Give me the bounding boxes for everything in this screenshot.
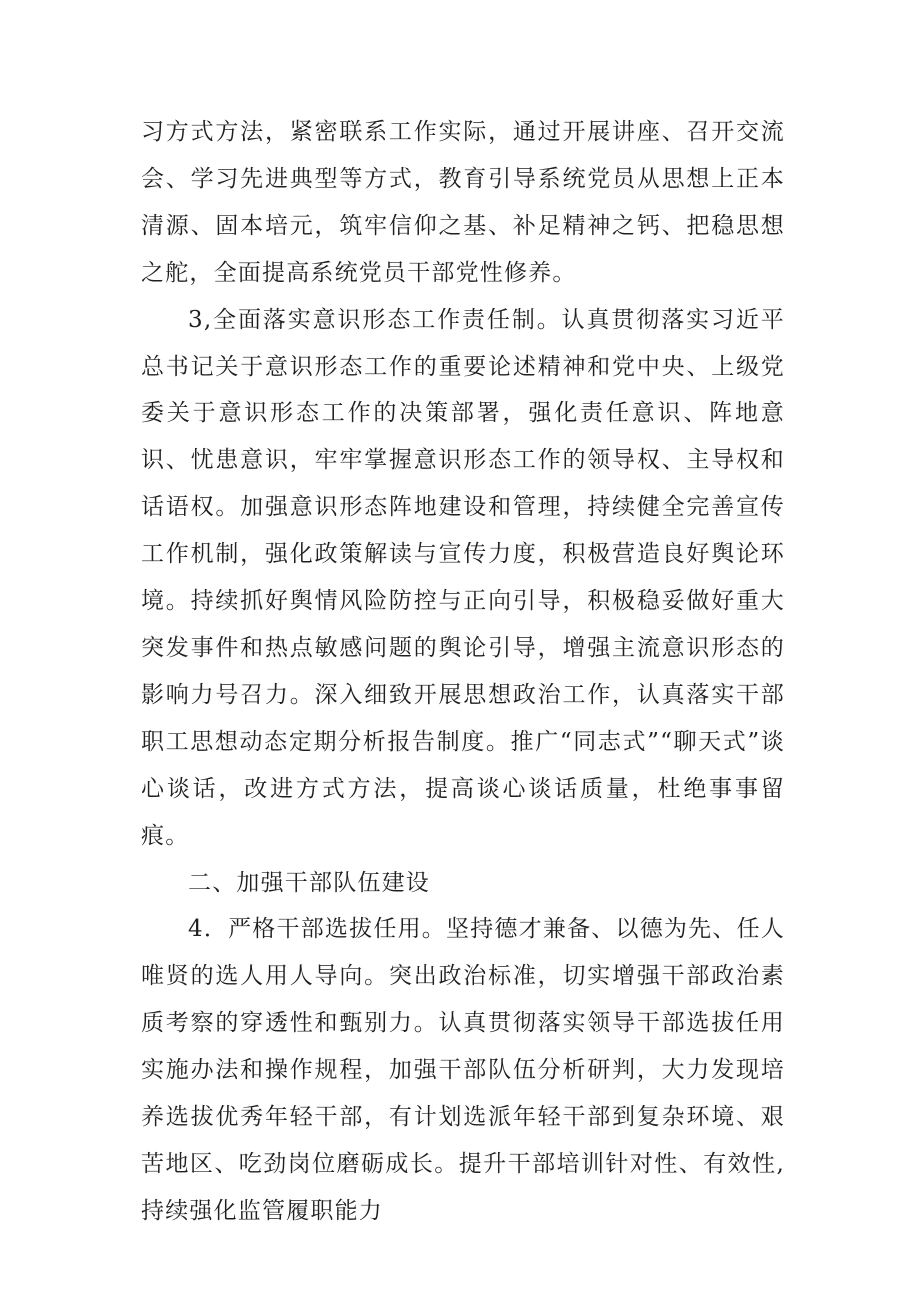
document-body — [141, 109, 785, 1235]
section-heading-cadre-team: 二、加强干部队伍建设 — [188, 869, 430, 896]
paragraph-ideology-responsibility: 3,全面落实意识形态工作责任制。认真贯彻落实习近平总书记关于意识形态工作的重要论述精神和党中央、上级党委关于意识形态工作的决策部署，强化责任意识、阵地意识、忧患意识，牢牢掌握意识形态工作的领导权、主导权和话语权。加强意识形态阵地建设和管理，持续健全完善宣传工作机制，强化政策解读与宣传力度，积极营造良好舆论环境。持续抓好舆情风险防控与正向引导，积极稳妥做好重大突发事件和热点敏感问题的舆论引导，增强主流意识形态的影响力号召力。深入细致开展思想政治工作，认真落实干部职工思想动态定期分析报告制度。推广“同志式”“聊天式”谈心谈话，改进方式方法，提高谈心谈话质量，杜绝事事留痕。 — [141, 306, 785, 849]
paragraph-continuation: 习方式方法，紧密联系工作实际，通过开展讲座、召开交流会、学习先进典型等方式，教育引导系统党员从思想上正本清源、固本培元，筑牢信仰之基、补足精神之钙、把稳思想之舵，全面提高系统党员干部党性修养。 — [141, 119, 785, 286]
paragraph-cadre-selection: 4．严格干部选拔任用。坚持德才兼备、以德为先、任人唯贤的选人用人导向。突出政治标准，切实增强干部政治素质考察的穿透性和甄别力。认真贯彻落实领导干部选拔任用实施办法和操作规程，加强干部队伍分析研判，大力发现培养选拔优秀年轻干部，有计划选派年轻干部到复杂环境、艰苦地区、吃劲岗位磨砺成长。提升干部培训针对性、有效性,持续强化监管履职能力 — [141, 916, 785, 1224]
